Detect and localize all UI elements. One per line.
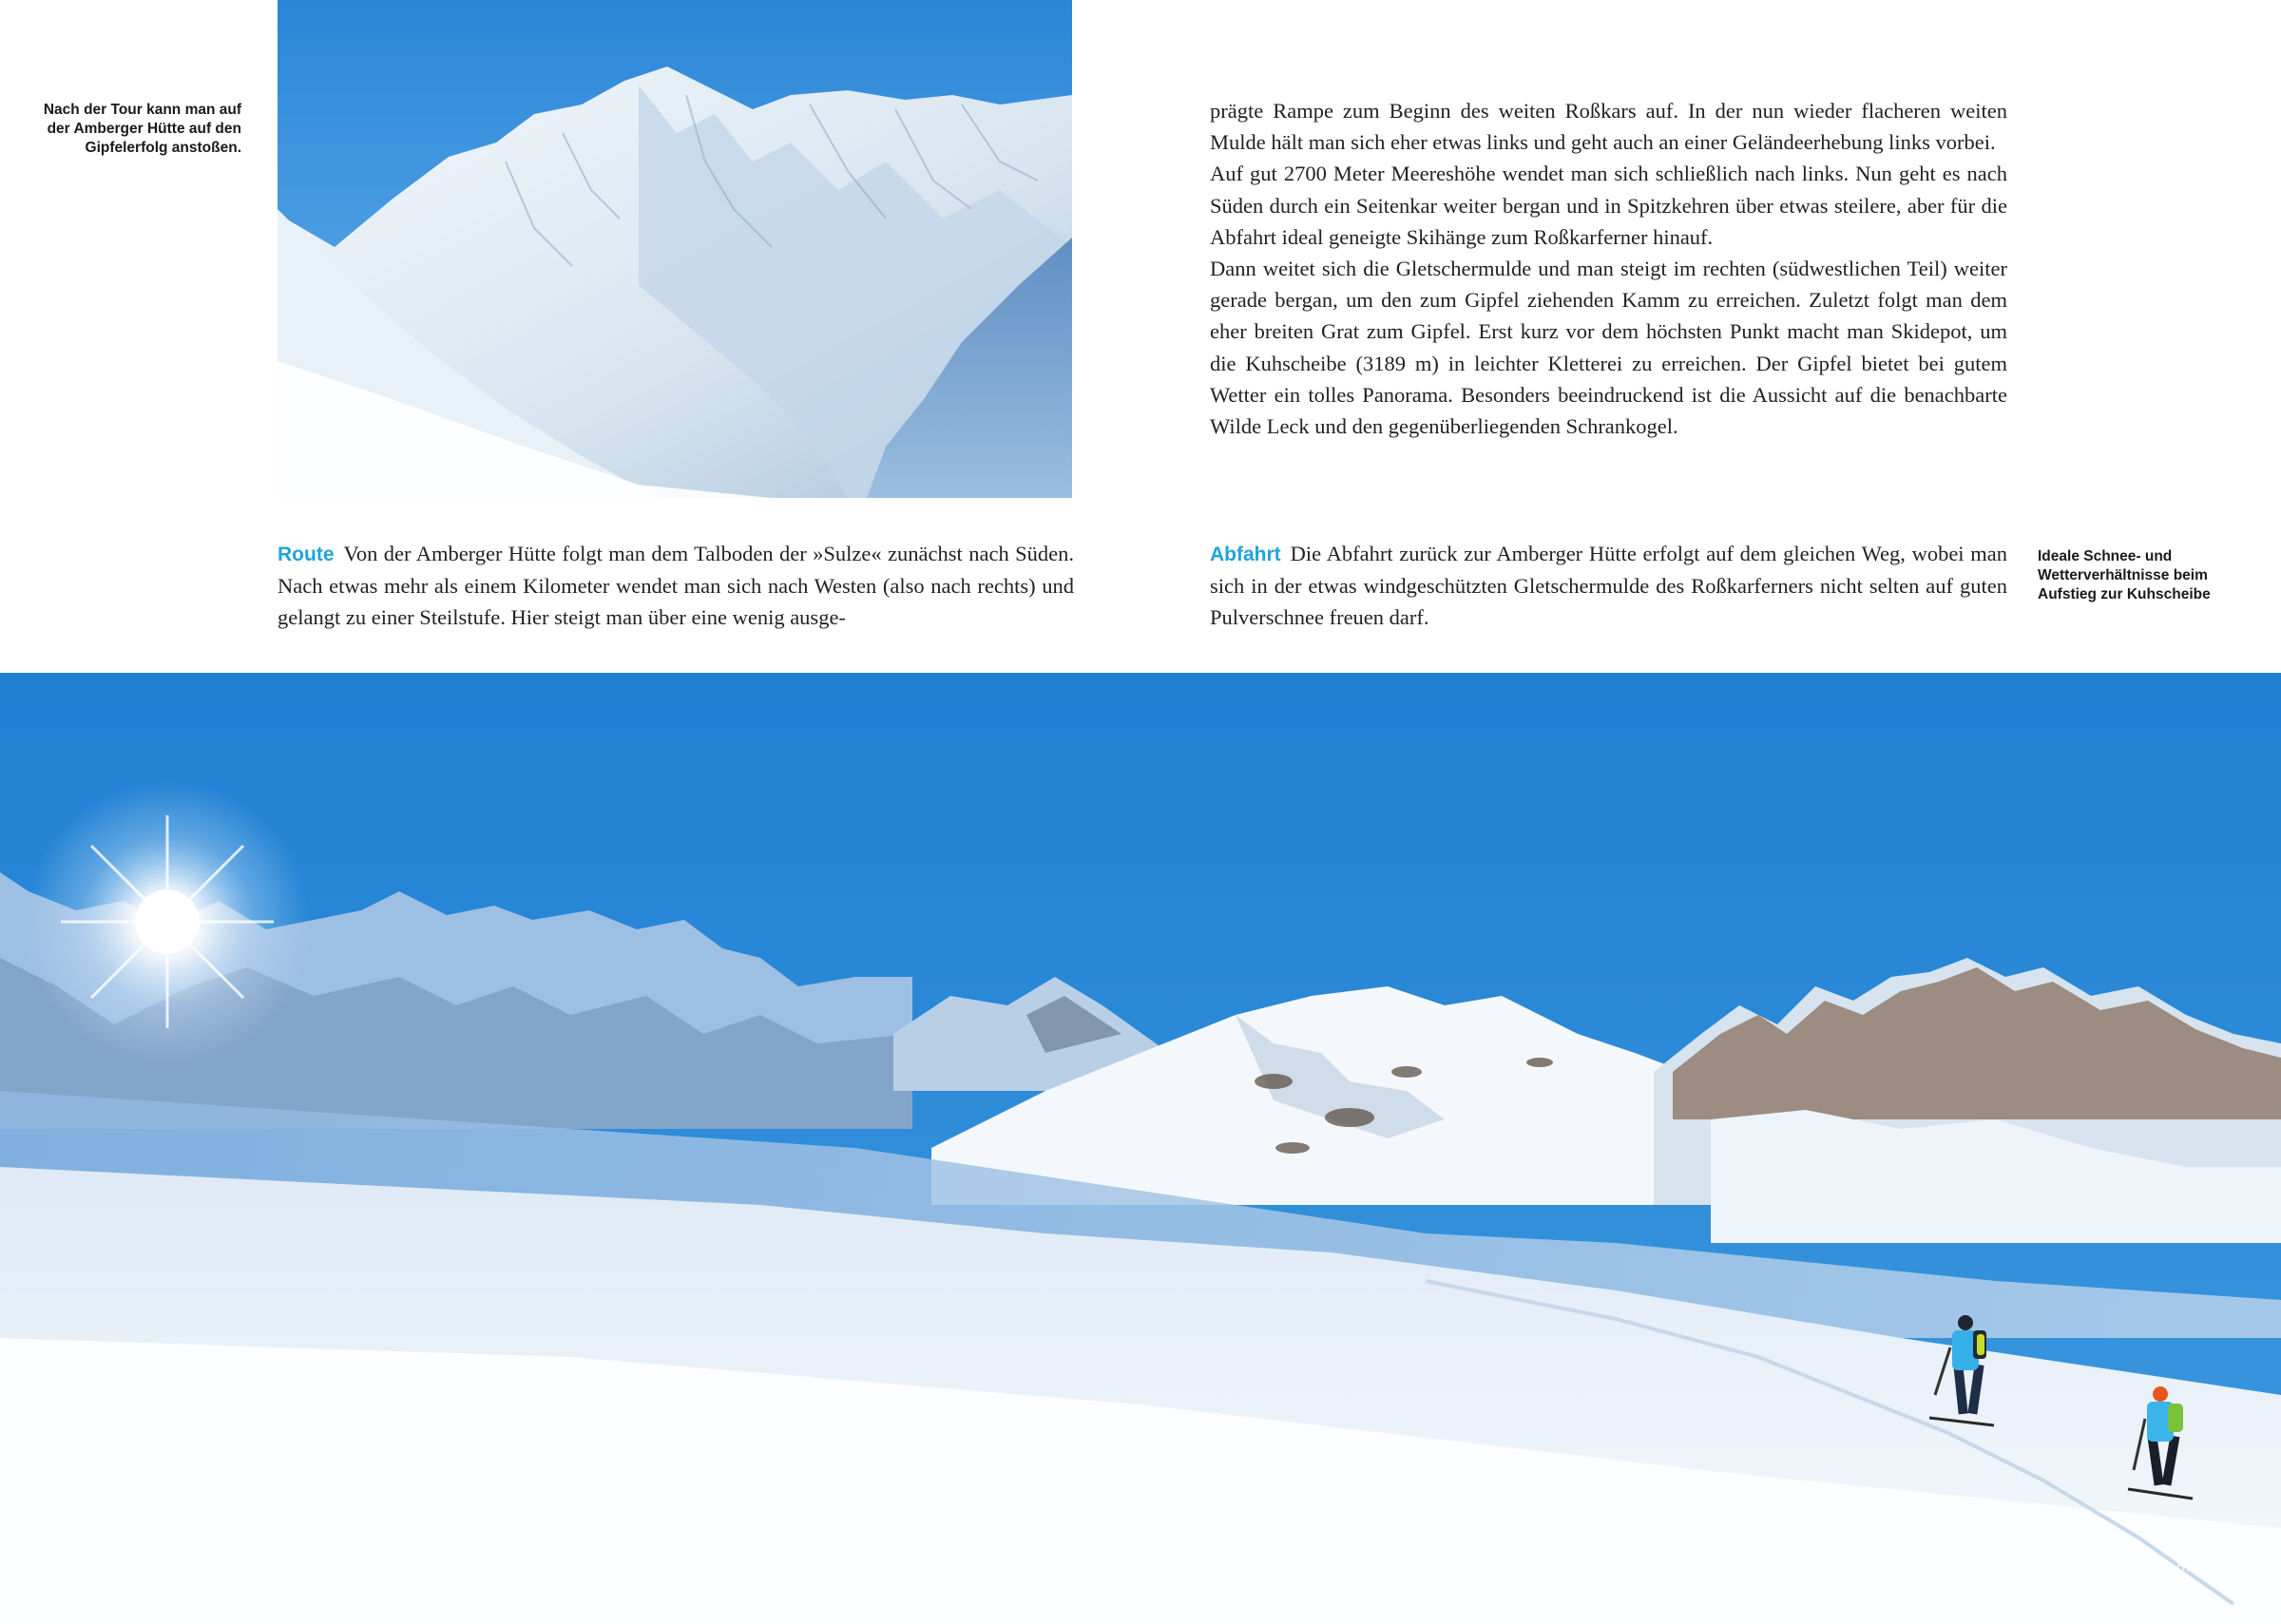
- panorama-photo: [0, 673, 2281, 1624]
- route-continued-p3: Dann weitet sich die Gletschermulde und man steigt im rechten (südwestlichen Teil) weiter gerade bergan, um den zum Gipfel ziehenden Kamm zu erreichen. Zuletzt folgt man dem eher breiten Grat zum Gipfel. Erst kurz vor dem höchsten Punkt macht man Skidepot, um die Kuhscheibe (3189 m) in leichter Kletterei zu erreichen. Der Gipfel bietet bei gutem Wetter ein tolles Panorama. Besonders beeindruckend ist die Aussicht auf die benachbarte Wilde Leck und den gegenüberliegenden Schrankogel.: [1210, 257, 2007, 439]
- route-continued-p2: Auf gut 2700 Meter Meereshöhe wendet man sich schließlich nach links. Nun geht es nach Süden durch ein Seitenkar weiter bergan und in Spitzkehren über etwas steilere, aber für die Abfahrt ideal geneigte Skihänge zum Roßkarferner hinauf.: [1210, 162, 2007, 249]
- mountain-photo: [278, 0, 1072, 498]
- route-continued-p1: prägte Rampe zum Beginn des weiten Roßkars auf. In der nun wieder flacheren weiten Mulde hält man sich eher etwas links und geht auch an einer Geländeerhebung links vorbei.: [1210, 99, 2007, 155]
- route-text: Von der Amberger Hütte folgt man dem Talboden der »Sulze« zunächst nach Süden. Nach etwas mehr als einem Kilometer wendet man sich nach Westen (also nach rechts) und gelangt zu einer Steilstufe. Hier steigt man über eine wenig ausge-: [278, 542, 1074, 630]
- route-paragraph: [278, 538, 1074, 634]
- abfahrt-paragraph: [1210, 538, 2007, 634]
- photo-caption-hut: Nach der Tour kann man auf der Amberger Hütte auf den Gipfelerfolg anstoßen.: [43, 102, 241, 156]
- page-number-left: 56: [68, 1559, 86, 1576]
- route-continued: [1210, 95, 2007, 442]
- page-number-right: 57: [2176, 1559, 2194, 1576]
- photo-caption-ascent: Ideale Schnee- und Wetterverhältnisse beim Aufstieg zur Kuhscheibe: [2038, 548, 2211, 602]
- route-heading: Route: [278, 544, 335, 565]
- abfahrt-text: Die Abfahrt zurück zur Amberger Hütte erfolgt auf dem gleichen Weg, wobei man sich in der etwas windgeschützten Gletschermulde des Roßkarferners nicht selten auf guten Pulverschnee freuen darf.: [1210, 542, 2007, 630]
- abfahrt-heading: Abfahrt: [1210, 544, 1281, 565]
